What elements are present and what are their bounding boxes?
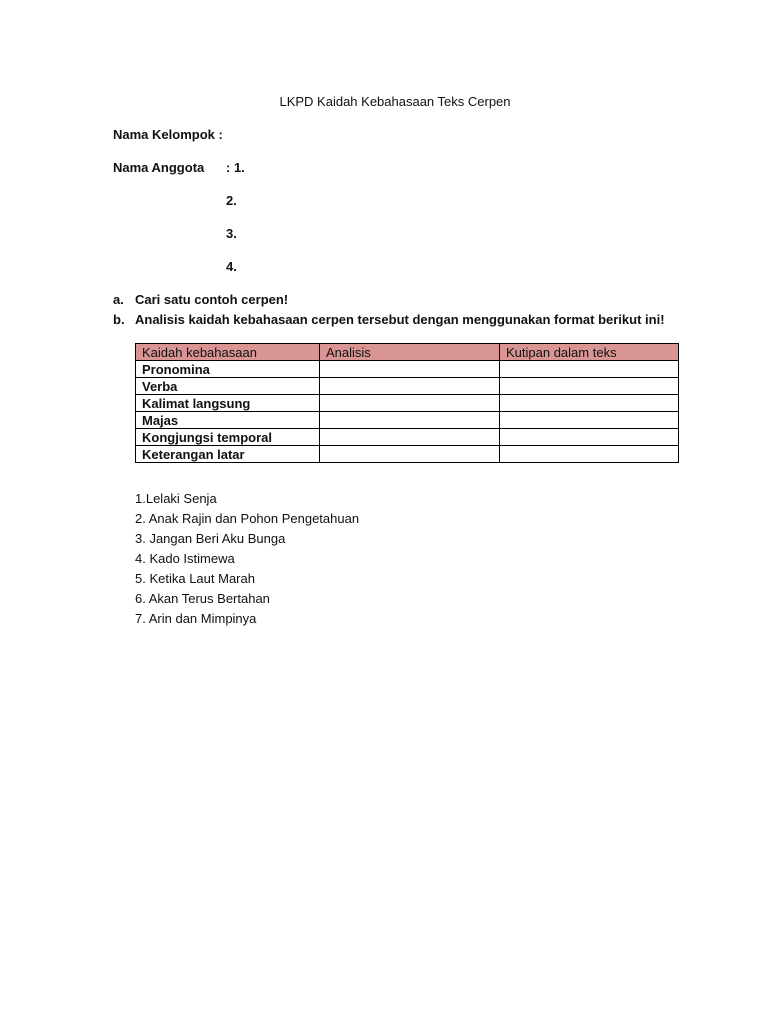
list-item: 1.Lelaki Senja — [135, 491, 217, 506]
table-row — [136, 361, 679, 378]
list-item: 7. Arin dan Mimpinya — [135, 611, 257, 626]
quote-cell[interactable] — [500, 361, 679, 378]
header-kaidah: Kaidah kebahasaan — [136, 344, 320, 361]
quote-cell[interactable] — [500, 446, 679, 463]
analysis-cell[interactable] — [320, 429, 500, 446]
instruction-marker: a. — [113, 292, 124, 307]
aspect-cell: Verba — [136, 378, 320, 395]
list-item: 4. Kado Istimewa — [135, 551, 235, 566]
table-header-row — [136, 344, 679, 361]
list-item: 2. Anak Rajin dan Pohon Pengetahuan — [135, 511, 360, 526]
aspect-cell: Kongjungsi temporal — [136, 429, 320, 446]
table-row — [136, 446, 679, 463]
list-item: 5. Ketika Laut Marah — [135, 571, 255, 586]
instruction-a — [113, 292, 288, 307]
instruction-b — [113, 312, 665, 327]
analysis-cell[interactable] — [320, 378, 500, 395]
table-row — [136, 429, 679, 446]
document-title: LKPD Kaidah Kebahasaan Teks Cerpen — [279, 94, 511, 109]
group-name-label: Nama Kelompok : — [113, 127, 223, 142]
analysis-table — [135, 343, 679, 463]
aspect-cell: Majas — [136, 412, 320, 429]
instruction-text: Analisis kaidah kebahasaan cerpen tersebut dengan menggunakan format berikut ini! — [135, 312, 665, 327]
analysis-cell[interactable] — [320, 446, 500, 463]
analysis-cell[interactable] — [320, 361, 500, 378]
member-line-1: : 1. — [226, 160, 245, 175]
member-line-2: 2. — [226, 193, 237, 208]
member-line-3: 3. — [226, 226, 237, 241]
instruction-marker: b. — [113, 312, 125, 327]
member-line-4: 4. — [226, 259, 237, 274]
aspect-cell: Keterangan latar — [136, 446, 320, 463]
members-label: Nama Anggota — [113, 160, 205, 175]
aspect-cell: Pronomina — [136, 361, 320, 378]
header-analisis: Analisis — [320, 344, 500, 361]
list-item: 6. Akan Terus Bertahan — [135, 591, 270, 606]
analysis-cell[interactable] — [320, 412, 500, 429]
list-item: 3. Jangan Beri Aku Bunga — [135, 531, 286, 546]
table-row — [136, 395, 679, 412]
quote-cell[interactable] — [500, 378, 679, 395]
table-row — [136, 378, 679, 395]
quote-cell[interactable] — [500, 412, 679, 429]
header-kutipan: Kutipan dalam teks — [500, 344, 679, 361]
quote-cell[interactable] — [500, 395, 679, 412]
story-list — [135, 490, 359, 630]
analysis-cell[interactable] — [320, 395, 500, 412]
aspect-cell: Kalimat langsung — [136, 395, 320, 412]
instruction-text: Cari satu contoh cerpen! — [135, 292, 289, 307]
table-row — [136, 412, 679, 429]
quote-cell[interactable] — [500, 429, 679, 446]
